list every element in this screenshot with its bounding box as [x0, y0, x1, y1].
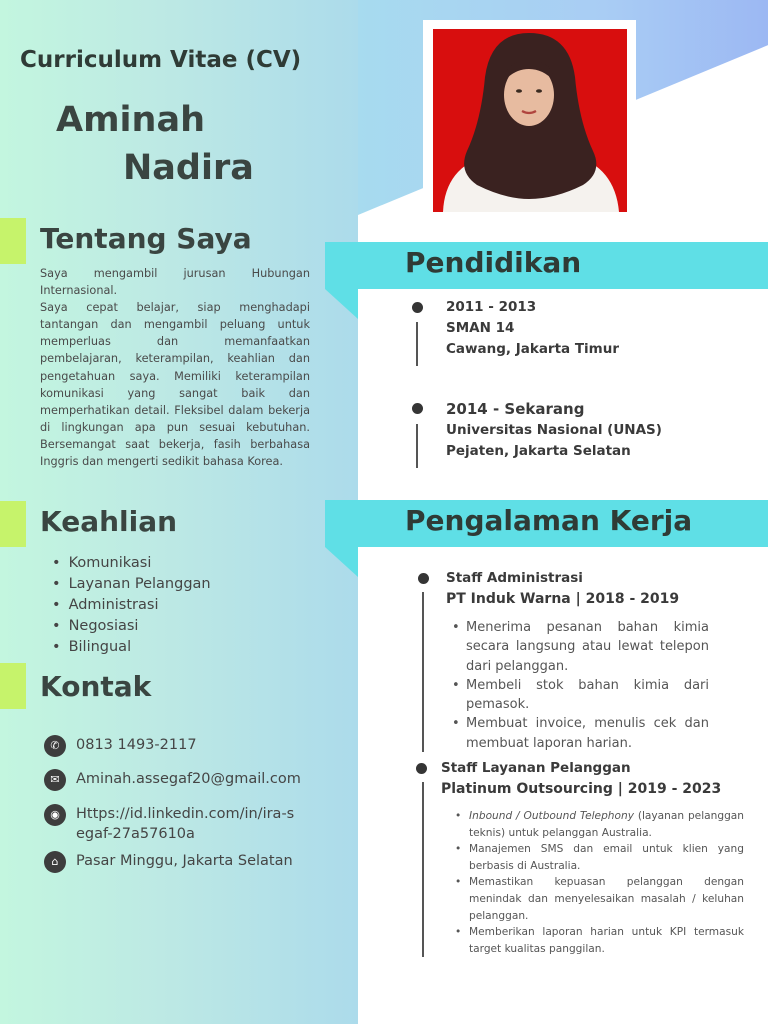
job-duties — [452, 618, 709, 753]
skill-item: • Administrasi — [52, 595, 211, 616]
about-paragraph: Saya cepat belajar, siap menghadapi tantangan dan mengambil peluang untuk memperluas dan memanfaatkan pembelajaran, keterampilan, keahlian dan pengetahuan saya. Memiliki keterampilan komunikasi yang sangat baik dan memperhatikan detail. Fleksibel dalam bekerja di lingkungan apa pun sesuai kebutuhan. Bersemangat saat bekerja, fasih berbahasa Inggris dan mengerti sedikit bahasa Korea. — [40, 301, 310, 469]
skills-list — [52, 553, 211, 658]
timeline-dot — [416, 763, 427, 774]
education-entry — [446, 399, 662, 462]
duty-emphasis: Inbound / Outbound Telephony — [469, 810, 634, 822]
education-location: Cawang, Jakarta Timur — [446, 341, 620, 357]
education-years: 2014 - Sekarang — [446, 400, 585, 418]
education-heading: Pendidikan — [405, 246, 582, 279]
email-address[interactable]: Aminah.assegaf20@gmail.com — [76, 771, 301, 787]
job-duties — [455, 808, 744, 957]
phone-icon: ✆ — [44, 735, 66, 757]
linkedin-url[interactable]: Https://id.linkedin.com/in/ira-segaf-27a57610a — [76, 806, 295, 842]
job-company: PT Induk Warna | 2018 - 2019 — [446, 591, 680, 607]
education-entry — [446, 297, 619, 360]
education-location: Pejaten, Jakarta Selatan — [446, 443, 631, 459]
about-heading: Tentang Saya — [40, 222, 252, 255]
job-title: Staff Layanan Pelanggan — [441, 760, 631, 776]
timeline-line — [422, 592, 424, 752]
timeline-dot — [412, 302, 423, 313]
timeline-line — [422, 782, 424, 957]
duty-item: • Membuat invoice, menulis cek dan membuat laporan harian. — [452, 714, 709, 753]
address-text: Pasar Minggu, Jakarta Selatan — [76, 853, 293, 869]
job-company: Platinum Outsourcing | 2019 - 2023 — [441, 781, 722, 797]
timeline-dot — [412, 403, 423, 414]
last-name: Nadira — [123, 148, 254, 188]
cv-title: Curriculum Vitae (CV) — [20, 47, 302, 73]
phone-number: 0813 1493-2117 — [76, 737, 197, 753]
about-text — [40, 265, 310, 470]
contact-heading: Kontak — [40, 670, 152, 703]
home-icon: ⌂ — [44, 851, 66, 873]
contact-accent-bar — [0, 663, 26, 709]
timeline-dot — [418, 573, 429, 584]
about-accent-bar — [0, 218, 26, 264]
skill-item: • Layanan Pelanggan — [52, 574, 211, 595]
globe-icon: ◉ — [44, 804, 66, 826]
education-years: 2011 - 2013 — [446, 299, 537, 315]
timeline-line — [416, 322, 418, 366]
job-title: Staff Administrasi — [446, 570, 583, 586]
duty-text: (layanan pelanggan teknis) untuk pelanggan Australia. — [469, 810, 745, 839]
experience-heading: Pengalaman Kerja — [405, 504, 693, 537]
duty-item: • Memberikan laporan harian untuk KPI termasuk target kualitas panggilan. — [455, 924, 744, 957]
duty-item: • Memastikan kepuasan pelanggan dengan menindak dan menyelesaikan masalah / keluhan pelanggan. — [455, 874, 744, 924]
education-school: SMAN 14 — [446, 320, 515, 336]
about-paragraph: Saya mengambil jurusan Hubungan Internasional. — [40, 267, 310, 298]
duty-item: • Membeli stok bahan kimia dari pemasok. — [452, 676, 709, 715]
duty-item — [455, 808, 744, 841]
skills-accent-bar — [0, 501, 26, 547]
skill-item: • Komunikasi — [52, 553, 211, 574]
profile-photo — [433, 29, 627, 212]
email-icon: ✉ — [44, 769, 66, 791]
skills-heading: Keahlian — [40, 505, 178, 538]
education-banner — [325, 242, 768, 289]
timeline-line — [416, 424, 418, 468]
experience-banner — [325, 500, 768, 547]
skill-item: • Negosiasi — [52, 616, 211, 637]
education-school: Universitas Nasional (UNAS) — [446, 422, 662, 438]
skill-item: • Bilingual — [52, 637, 211, 658]
duty-item: • Menerima pesanan bahan kimia secara langsung atau lewat telepon dari pelanggan. — [452, 618, 709, 676]
duty-item: • Manajemen SMS dan email untuk klien yang berbasis di Australia. — [455, 841, 744, 874]
first-name: Aminah — [56, 100, 206, 140]
